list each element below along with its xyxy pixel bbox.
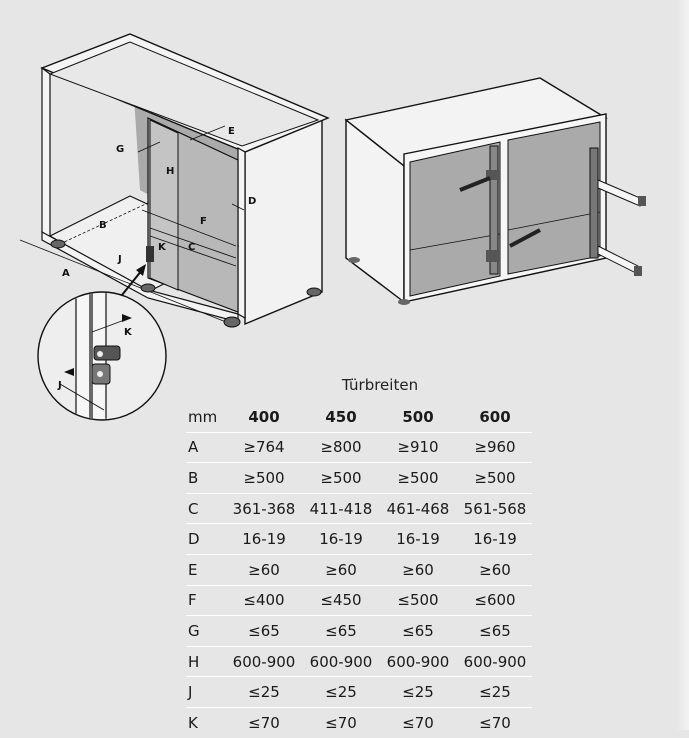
table-cell: 16-19 [242, 530, 286, 549]
row-key: B [188, 468, 199, 487]
table-cell: ≤65 [402, 621, 434, 640]
cabinet-dimension-drawing [0, 0, 340, 430]
table-cell: 600-900 [309, 652, 373, 671]
row-key: H [188, 652, 200, 671]
table-cell: ≤500 [397, 591, 439, 610]
table-cell: 461-468 [386, 499, 450, 518]
table-cell: ≥60 [325, 560, 357, 579]
table-cell: 16-19 [319, 530, 363, 549]
table-cell: ≥910 [397, 438, 439, 457]
table-cell: ≤70 [479, 713, 511, 732]
table-cell: ≥60 [479, 560, 511, 579]
table-row [186, 707, 532, 737]
door-width-table [186, 402, 532, 738]
row-key: F [188, 591, 197, 610]
column-header: 450 [325, 407, 357, 426]
label-J: J [118, 254, 122, 265]
table-cell: ≥60 [248, 560, 280, 579]
table-cell: ≥960 [474, 438, 516, 457]
table-cell: ≥764 [243, 438, 285, 457]
table-cell: 600-900 [463, 652, 527, 671]
table-cell: 361-368 [232, 499, 296, 518]
table-cell: ≤450 [320, 591, 362, 610]
table-row [186, 493, 532, 524]
table-caption: Türbreiten [341, 376, 419, 394]
table-row [186, 432, 532, 463]
table-row [186, 646, 532, 677]
detail-label-J: J [58, 380, 62, 391]
table-cell: ≤400 [243, 591, 285, 610]
table-cell: ≤65 [325, 621, 357, 640]
table-cell: ≤65 [479, 621, 511, 640]
table-row [186, 524, 532, 555]
table-row [186, 554, 532, 585]
table-row [186, 463, 532, 494]
table-cell: ≥800 [320, 438, 362, 457]
label-A: A [62, 268, 70, 279]
table-cell: 16-19 [396, 530, 440, 549]
label-B: B [99, 220, 107, 231]
table-row [186, 616, 532, 647]
row-key: G [188, 621, 200, 640]
column-header: 400 [248, 407, 280, 426]
table-cell: ≤70 [325, 713, 357, 732]
table-cell: ≤70 [402, 713, 434, 732]
label-K: K [158, 242, 166, 253]
row-key: D [188, 530, 200, 549]
table-cell: 561-568 [463, 499, 527, 518]
table-cell: ≤25 [402, 683, 434, 702]
table-cell: ≥500 [320, 468, 362, 487]
row-key: A [188, 438, 199, 457]
table-cell: 600-900 [386, 652, 450, 671]
table-cell: 600-900 [232, 652, 296, 671]
table-row [186, 585, 532, 616]
label-F: F [200, 216, 207, 227]
detail-label-K: K [124, 327, 132, 338]
table-cell: ≤25 [248, 683, 280, 702]
table-cell: 411-418 [309, 499, 373, 518]
table-row [186, 677, 532, 708]
table-cell: ≥500 [397, 468, 439, 487]
column-header: 600 [479, 407, 511, 426]
label-E: E [228, 126, 235, 137]
table-cell: ≤70 [248, 713, 280, 732]
page-edge-strip [676, 0, 689, 730]
table-header-row [186, 402, 532, 432]
table-cell: ≤25 [479, 683, 511, 702]
table-cell: ≥60 [402, 560, 434, 579]
row-key: C [188, 499, 199, 518]
label-D: D [248, 196, 257, 207]
table-cell: 16-19 [473, 530, 517, 549]
label-C: C [188, 242, 196, 253]
table-cell: ≤600 [474, 591, 516, 610]
table-cell: ≤25 [325, 683, 357, 702]
column-header: 500 [402, 407, 434, 426]
label-H: H [166, 166, 175, 177]
row-key: K [188, 713, 198, 732]
label-G: G [116, 144, 125, 155]
table-cell: ≥500 [474, 468, 516, 487]
cabinet-pullout-drawing [340, 70, 676, 310]
row-key: E [188, 560, 198, 579]
unit-header: mm [188, 407, 218, 426]
table-cell: ≤65 [248, 621, 280, 640]
row-key: J [188, 683, 193, 702]
table-cell: ≥500 [243, 468, 285, 487]
